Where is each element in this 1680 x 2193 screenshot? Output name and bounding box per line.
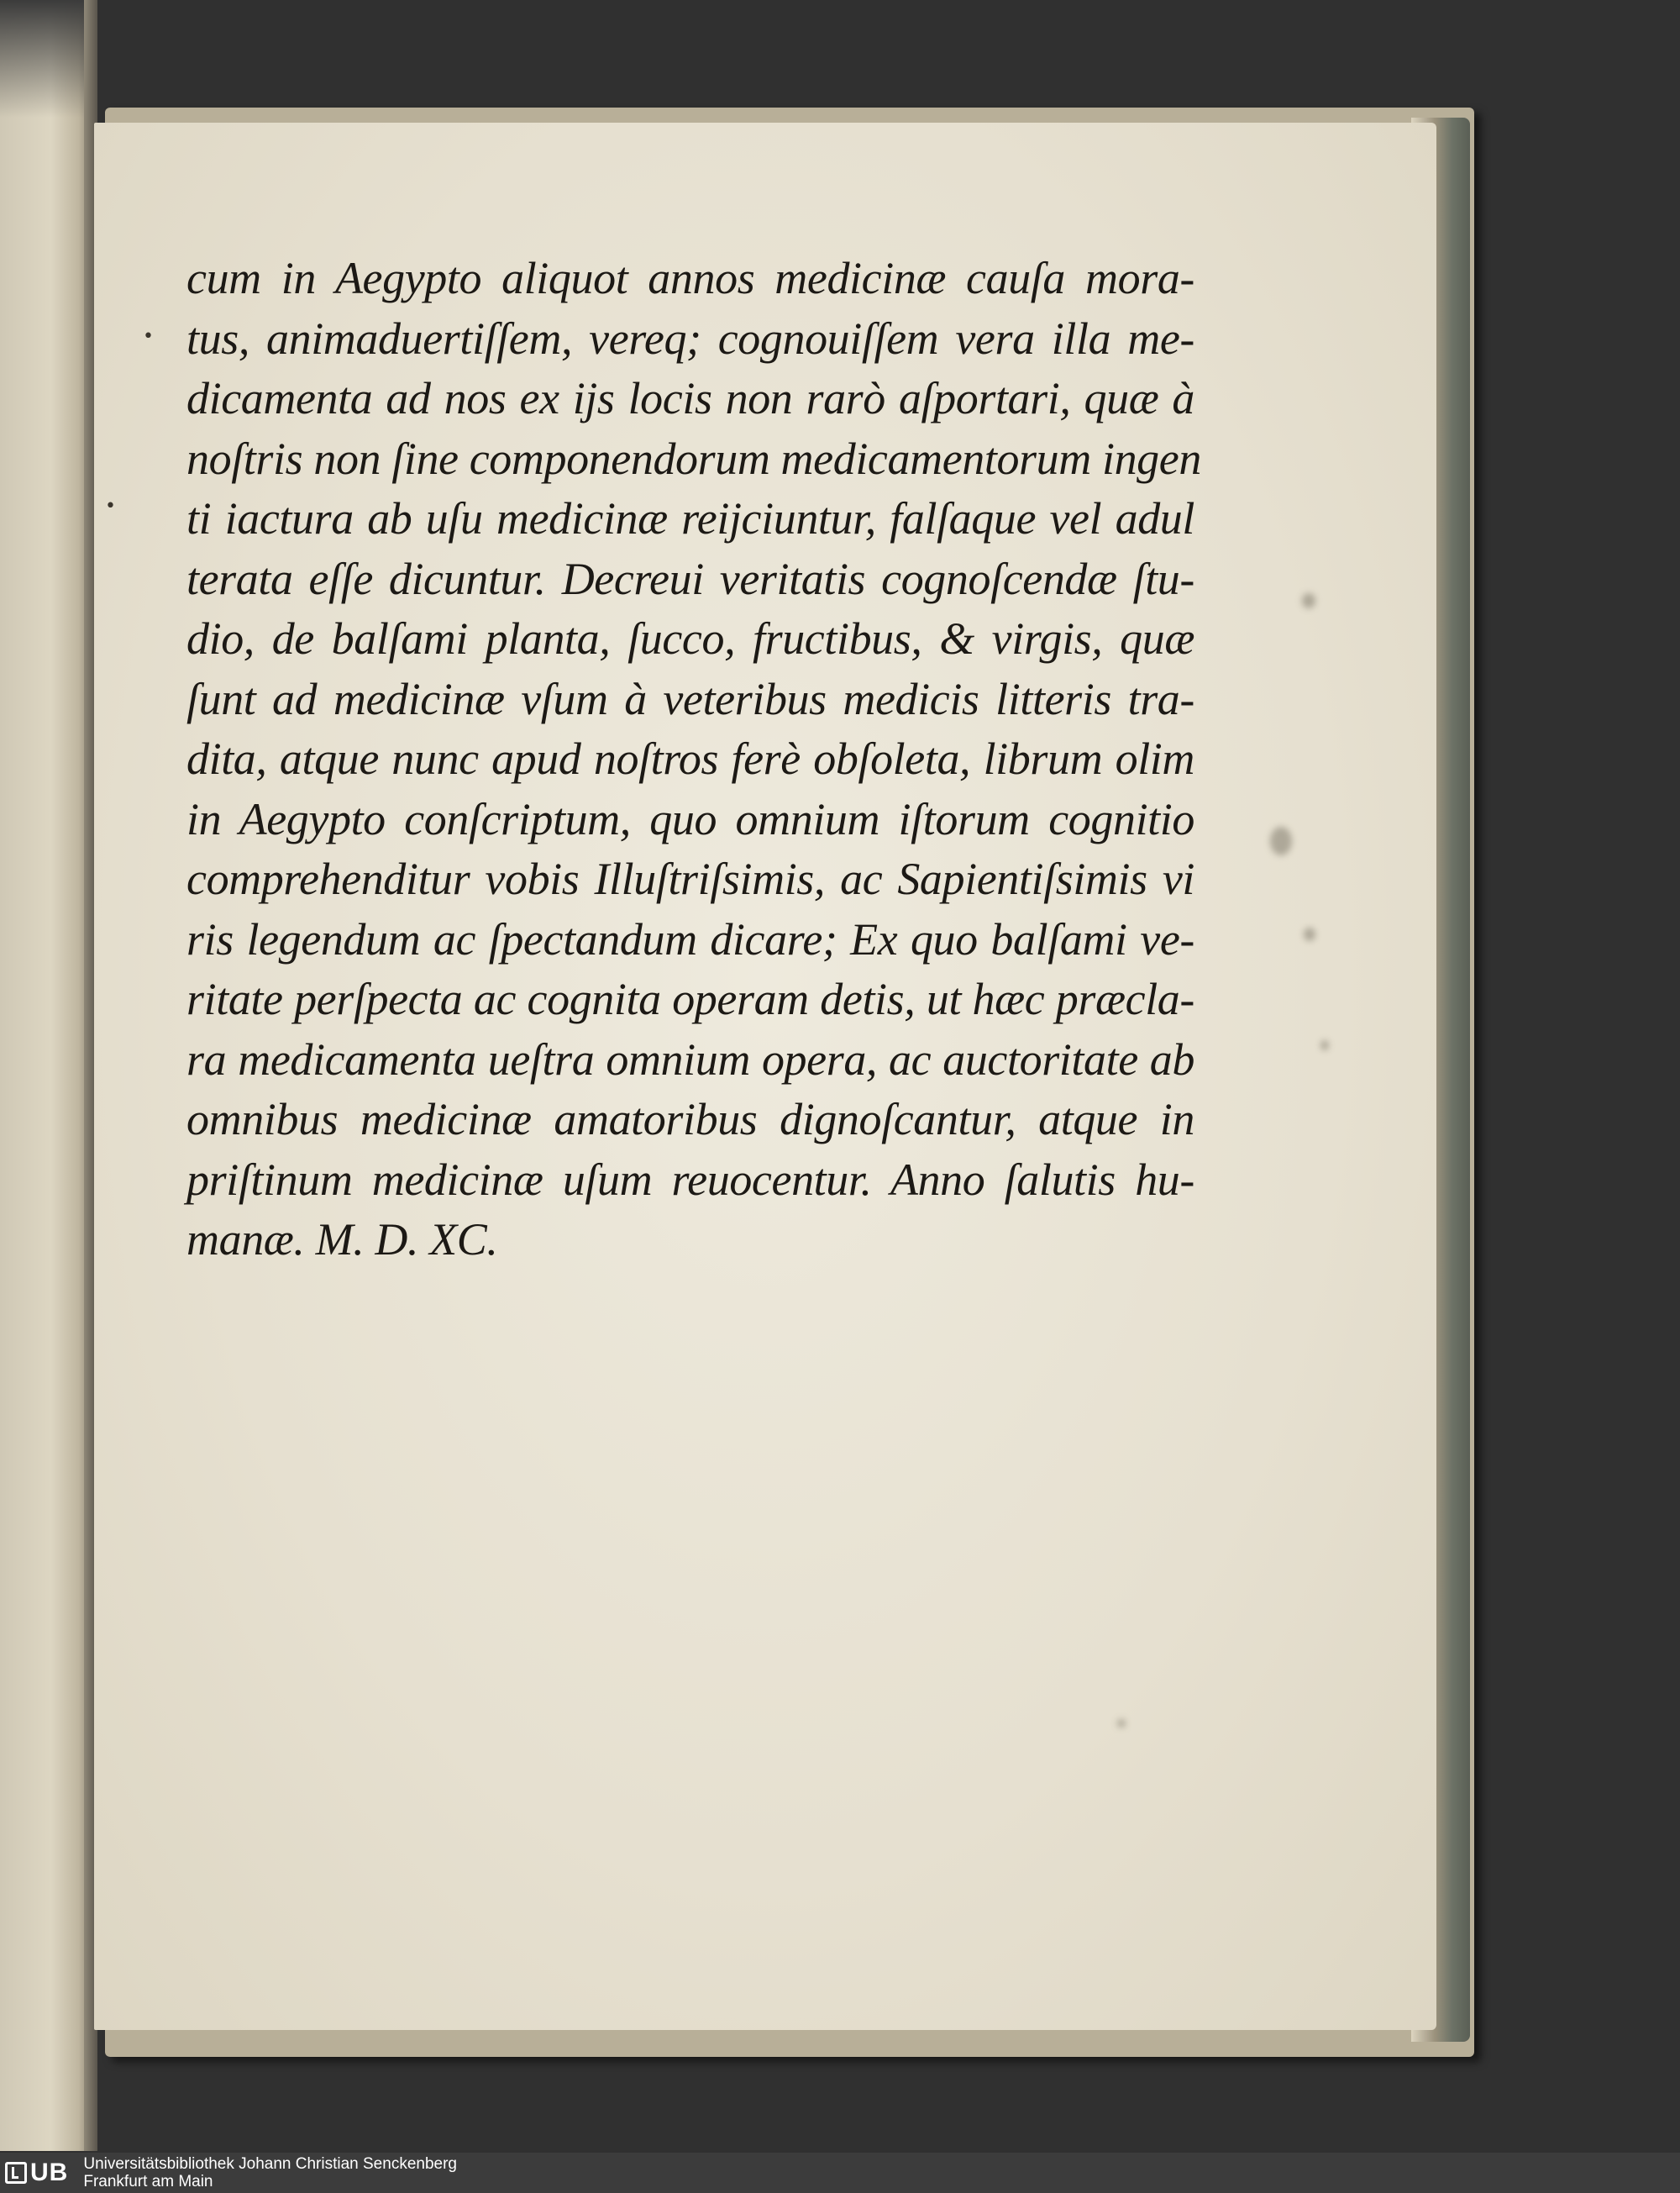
library-name: Universitätsbibliothek Johann Christian Senckenberg (83, 2155, 457, 2173)
text-line: dita, atque nunc apud noſtros ferè obſoleta, librum olim (186, 734, 1194, 784)
text-line-last: manæ. M. D. XC. (186, 1214, 498, 1265)
library-logo (0, 2153, 73, 2193)
page-stain (1117, 1719, 1126, 1728)
text-line: dio, de balſami planta, ſucco, fructibus, & virgis, quæ (186, 613, 1194, 664)
page-stain (1302, 593, 1315, 608)
text-line: noſtris non ſine componendorum medicamentorum ingen (186, 433, 1201, 484)
text-line: omnibus medicinæ amatoribus dignoſcantur, atque in (186, 1094, 1194, 1144)
text-line: ritate perſpecta ac cognita operam detis, ut hæc præcla- (186, 974, 1194, 1024)
text-line: ris legendum ac ſpectandum dicare; Ex quo balſami ve- (186, 913, 1194, 965)
text-line: comprehenditur vobis Illuſtriſsimis, ac Sapientiſsimis vi (186, 854, 1194, 904)
text-line: ti iactura ab uſu medicinæ reijciuntur, falſaque vel adul (186, 493, 1194, 544)
facing-page-fragments (2, 286, 81, 1966)
page-text (186, 249, 1201, 1270)
page-stain (1270, 827, 1292, 855)
library-credit (83, 2155, 457, 2190)
library-city: Frankfurt am Main (83, 2173, 213, 2190)
text-line: in Aegypto conſcriptum, quo omnium iſtorum cognitio (186, 793, 1194, 844)
library-footer (0, 2153, 1680, 2193)
library-logo-text: UB (30, 2159, 69, 2186)
text-line: cum in Aegypto aliquot annos medicinæ cauſa mora- (186, 253, 1194, 303)
margin-mark: • (143, 326, 154, 347)
text-line: terata eſſe dicuntur. Decreui veritatis cognoſcendæ ſtu- (186, 553, 1194, 604)
page-stain (1304, 928, 1315, 941)
text-line: priſtinum medicinæ uſum reuocentur. Anno ſalutis hu- (186, 1154, 1194, 1205)
text-line: ſunt ad medicinæ vſum à veteribus medicis litteris tra- (186, 673, 1194, 724)
margin-mark: • (105, 496, 116, 517)
library-logo-icon (5, 2162, 27, 2184)
text-line: ra medicamenta ueſtra omnium opera, ac auctoritate ab (186, 1033, 1194, 1085)
facing-page-shadow (0, 0, 92, 118)
page-stain (1320, 1040, 1329, 1050)
facing-page-edge (0, 0, 92, 2151)
text-line: dicamenta ad nos ex ijs locis non rarò aſportari, quæ à (186, 373, 1194, 423)
text-line: tus, animaduertiſſem, vereq; cognouiſſem vera illa me- (186, 313, 1194, 364)
